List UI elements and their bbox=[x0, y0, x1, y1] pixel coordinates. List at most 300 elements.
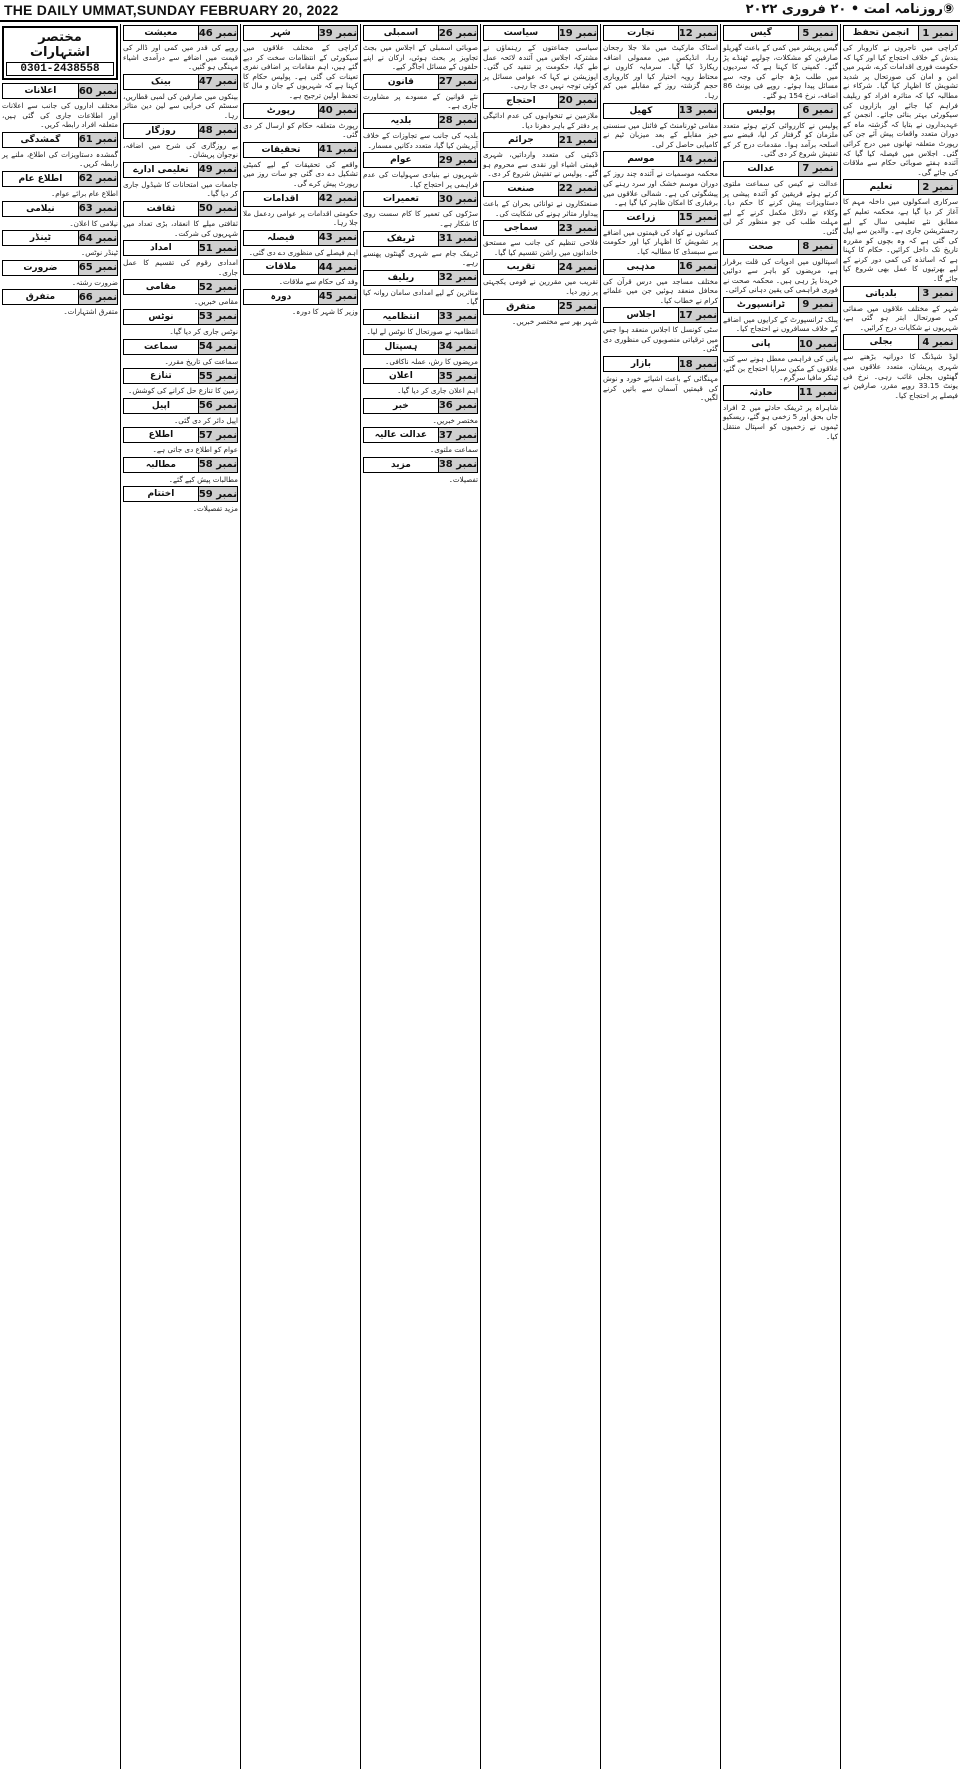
news-item-header bbox=[603, 25, 718, 41]
news-item bbox=[480, 220, 598, 257]
news-item-number: نمبر 42 bbox=[318, 193, 357, 205]
news-item-body: مختصر خبریں۔ bbox=[432, 415, 478, 425]
news-item-body: اسٹاک مارکیٹ میں ملا جلا رجحان رہا، انڈیکس میں معمولی اضافہ ریکارڈ کیا گیا۔ سرمایہ کاروں نے محتاط رویہ اختیار کیا اور کاروباری حجم گزشتہ روز کے مقابلے میں کم رہا۔ bbox=[600, 43, 718, 100]
masthead-english: THE DAILY UMMAT,SUNDAY FEBRUARY 20, 2022 bbox=[4, 2, 339, 18]
news-item bbox=[123, 427, 238, 455]
news-item-body: صنعتکاروں نے توانائی بحران کے باعث پیداوار متاثر ہونے کی شکایت کی۔ bbox=[480, 198, 598, 218]
news-item-number: نمبر 34 bbox=[438, 341, 477, 352]
news-item-title: احتجاج bbox=[506, 95, 536, 106]
news-item-header bbox=[483, 259, 598, 275]
column bbox=[240, 24, 360, 1769]
news-item-body: تفصیلات۔ bbox=[448, 474, 478, 484]
news-item bbox=[363, 368, 478, 396]
news-item-body: مقامی خبریں۔ bbox=[193, 297, 238, 307]
news-item-header bbox=[2, 289, 118, 305]
news-item-header bbox=[363, 339, 478, 355]
news-item-title: گیس bbox=[750, 28, 772, 38]
news-item-body: عوام کو اطلاع دی جاتی ہے۔ bbox=[152, 445, 238, 455]
news-item-title: انتظامیہ bbox=[382, 311, 420, 322]
news-item-body: صوبائی اسمبلی کے اجلاس میں بجٹ تجاویز پر بحث ہوئی، ارکان نے اپنے حلقوں کے مسائل اجاگر کیے۔ bbox=[360, 43, 478, 72]
news-item-number: نمبر 48 bbox=[198, 125, 237, 137]
masthead bbox=[0, 0, 960, 22]
news-item bbox=[360, 74, 478, 111]
news-item-body: شاہراہ پر ٹریفک حادثے میں 2 افراد جاں بحق اور 5 زخمی ہو گئے، ریسکیو ٹیموں نے زخمیوں کو اسپتال منتقل کیا۔ bbox=[720, 402, 838, 441]
column bbox=[360, 24, 480, 1769]
news-item bbox=[840, 25, 958, 177]
news-item-body: زمین کا تنازع حل کرانے کی کوشش۔ bbox=[128, 386, 238, 396]
news-item-body: مختلف مساجد میں درس قرآن کی محافل منعقد ہوئیں جن میں علمائے کرام نے خطاب کیا۔ bbox=[600, 276, 718, 305]
news-item-body: عدالت نے کیس کی سماعت ملتوی کرتے ہوئے فریقین کو آئندہ پیشی پر دستاویزات پیش کرنے کا حکم دیا۔ وکلاء نے دلائل مکمل کرنے کے لیے مہلت طلب کی جو منظور کر لی گئی۔ bbox=[720, 178, 838, 236]
news-item-body: شہر کے مختلف علاقوں میں صفائی کی صورتحال ابتر ہو گئی ہے، شہریوں نے شکایات درج کرائیں۔ bbox=[840, 303, 958, 332]
news-item bbox=[363, 457, 478, 485]
news-item bbox=[123, 309, 238, 337]
news-item bbox=[2, 171, 118, 199]
news-item-number: نمبر 57 bbox=[198, 429, 237, 441]
news-item-header bbox=[603, 356, 718, 372]
news-item bbox=[243, 259, 358, 287]
column bbox=[720, 24, 840, 1769]
news-item-number: نمبر 46 bbox=[198, 27, 237, 39]
news-item-body: ڈکیتی کی متعدد وارداتیں، شہری قیمتی اشیاء اور نقدی سے محروم ہو گئے۔ پولیس نے تفتیش شروع کر دی۔ bbox=[480, 150, 598, 179]
news-item-title: فیصلہ bbox=[267, 232, 295, 243]
news-item-number: نمبر 2 bbox=[918, 180, 957, 194]
news-item-number: نمبر 25 bbox=[558, 301, 597, 312]
news-item-number: نمبر 18 bbox=[678, 358, 717, 370]
news-item bbox=[363, 309, 478, 337]
news-item-header bbox=[603, 259, 718, 275]
news-item-title: تحقیقات bbox=[261, 144, 301, 155]
news-item-body: نئے قوانین کے مسودے پر مشاورت جاری ہے۔ bbox=[360, 91, 478, 111]
news-item-header bbox=[243, 103, 358, 119]
ad-title: مختصر اشتہارات bbox=[29, 30, 91, 60]
news-item-body: اپیل دائر کر دی گئی۔ bbox=[174, 415, 238, 425]
news-item-body: سماعت ملتوی۔ bbox=[430, 445, 478, 455]
news-item-number: نمبر 49 bbox=[198, 164, 237, 176]
news-item-header bbox=[123, 25, 238, 41]
news-item-body: اطلاع عام برائے عوام۔ bbox=[51, 188, 118, 198]
news-item-header bbox=[123, 240, 238, 256]
news-item-header bbox=[123, 74, 238, 90]
news-item bbox=[480, 181, 598, 218]
news-item-number: نمبر 36 bbox=[438, 400, 477, 412]
news-item-header bbox=[483, 132, 598, 148]
news-item-title: زراعت bbox=[626, 212, 656, 223]
news-item bbox=[720, 385, 838, 441]
news-item-title: امداد bbox=[150, 243, 172, 254]
news-item-header bbox=[723, 103, 838, 119]
news-item-number: نمبر 56 bbox=[198, 400, 237, 412]
news-item-number: نمبر 17 bbox=[678, 309, 717, 321]
news-item-header bbox=[603, 210, 718, 226]
news-item-body: ضرورت رشتہ۔ bbox=[71, 277, 118, 287]
news-item bbox=[2, 132, 118, 169]
news-item-header bbox=[123, 398, 238, 414]
column bbox=[600, 24, 720, 1769]
news-item-body: روپے کی قدر میں کمی اور ڈالر کی قیمت میں اضافے سے درآمدی اشیاء مہنگی ہو گئیں۔ bbox=[120, 43, 238, 72]
news-item-title: ٹینڈر bbox=[29, 233, 51, 244]
news-item bbox=[600, 25, 718, 101]
news-item-number: نمبر 19 bbox=[558, 27, 597, 39]
news-item-title: اجلاس bbox=[626, 310, 656, 321]
news-item-title: اقدامات bbox=[263, 193, 299, 204]
news-item bbox=[2, 289, 118, 317]
news-item bbox=[240, 103, 358, 140]
news-item-title: ٹریفک bbox=[386, 233, 415, 244]
news-item-number: نمبر 1 bbox=[918, 26, 957, 40]
news-item bbox=[120, 123, 238, 160]
news-item bbox=[483, 299, 598, 327]
news-item-header bbox=[123, 427, 238, 443]
news-item-header bbox=[123, 339, 238, 355]
news-item bbox=[600, 151, 718, 208]
news-item-number: نمبر 20 bbox=[558, 95, 597, 107]
news-item-title: نوٹس bbox=[148, 311, 174, 322]
news-item-body: بے روزگاری کی شرح میں اضافہ، نوجوان پریشان۔ bbox=[120, 140, 238, 160]
news-item-header bbox=[2, 132, 118, 148]
news-item-number: نمبر 28 bbox=[438, 115, 477, 127]
news-item-body: سماعت کی تاریخ مقرر۔ bbox=[164, 356, 238, 366]
news-item-header bbox=[483, 93, 598, 109]
news-item-body: گمشدہ دستاویزات کی اطلاع، ملنے پر رابطہ کریں۔ bbox=[2, 149, 118, 169]
news-item bbox=[840, 334, 958, 400]
news-item-body: رپورٹ متعلقہ حکام کو ارسال کر دی گئی۔ bbox=[240, 120, 358, 140]
news-item-number: نمبر 26 bbox=[438, 27, 477, 39]
news-item-body: اہم اعلان جاری کر دیا گیا۔ bbox=[397, 386, 478, 396]
news-item-title: ٹرانسپورٹ bbox=[736, 299, 786, 310]
news-item-number: نمبر 63 bbox=[78, 203, 117, 215]
news-item-number: نمبر 43 bbox=[318, 232, 357, 244]
news-item-title: صنعت bbox=[507, 183, 535, 194]
news-item bbox=[720, 239, 838, 295]
news-item-number: نمبر 27 bbox=[438, 76, 477, 88]
news-item bbox=[480, 132, 598, 179]
news-item bbox=[480, 25, 598, 91]
news-item bbox=[360, 113, 478, 150]
news-item-title: بجلی bbox=[869, 337, 893, 348]
news-item bbox=[2, 260, 118, 288]
news-item-body: ٹینڈر نوٹس۔ bbox=[81, 248, 118, 258]
news-item-number: نمبر 33 bbox=[438, 311, 477, 323]
news-item-header bbox=[2, 230, 118, 246]
news-item-number: نمبر 60 bbox=[78, 85, 117, 97]
classified-ad-box bbox=[2, 26, 118, 80]
news-item bbox=[120, 74, 238, 121]
news-item-number: نمبر 53 bbox=[198, 311, 237, 323]
news-item-title: تجارت bbox=[627, 28, 655, 38]
news-item-number: نمبر 15 bbox=[678, 212, 717, 224]
news-item-header bbox=[123, 123, 238, 139]
news-item-number: نمبر 29 bbox=[438, 154, 477, 166]
news-item-header bbox=[483, 299, 598, 315]
column bbox=[840, 24, 960, 1769]
news-item-title: نیلامی bbox=[26, 203, 55, 214]
news-item-number: نمبر 45 bbox=[318, 291, 357, 303]
news-item-body: پانی کی فراہمی معطل ہونے سے کئی علاقوں کے مکین سراپا احتجاج بن گئے، ٹینکر مافیا سرگرم۔ bbox=[720, 354, 838, 383]
news-item-title: متفرق bbox=[25, 292, 56, 303]
news-item-header bbox=[243, 142, 358, 158]
news-item bbox=[720, 161, 838, 237]
news-item-title: جرائم bbox=[508, 135, 534, 146]
news-item-body: پولیس نے کارروائی کرتے ہوئے متعدد ملزمان کو گرفتار کر لیا، قبضے سے اسلحہ برآمد ہوا۔ مقدمات درج کر کے تفتیش شروع کر دی گئی۔ bbox=[720, 120, 838, 159]
news-item-body: مریضوں کا رش، عملہ ناکافی۔ bbox=[385, 356, 478, 366]
news-item-title: مذہبی bbox=[626, 261, 656, 272]
news-item-number: نمبر 14 bbox=[678, 153, 717, 165]
news-item-title: شہر bbox=[271, 28, 291, 38]
news-item-title: حادثہ bbox=[749, 387, 773, 398]
news-item-title: اسمبلی bbox=[383, 28, 419, 38]
news-item-body: ثقافتی میلے کا انعقاد، بڑی تعداد میں شہریوں کی شرکت۔ bbox=[120, 218, 238, 238]
news-item-header bbox=[363, 113, 478, 129]
news-item-header bbox=[723, 161, 838, 177]
news-item bbox=[2, 83, 118, 130]
news-item-header bbox=[363, 457, 478, 473]
news-item-number: نمبر 44 bbox=[318, 261, 357, 273]
news-item-header bbox=[123, 457, 238, 473]
news-item-header bbox=[723, 239, 838, 255]
news-item-header bbox=[363, 25, 478, 41]
news-item bbox=[243, 289, 358, 317]
news-item-number: نمبر 50 bbox=[198, 203, 237, 215]
news-item-title: تنازع bbox=[150, 371, 172, 382]
news-item bbox=[600, 210, 718, 257]
column bbox=[0, 24, 120, 1769]
news-item bbox=[600, 259, 718, 306]
news-item-number: نمبر 35 bbox=[438, 370, 477, 382]
news-item-number: نمبر 13 bbox=[678, 105, 717, 117]
news-item bbox=[360, 231, 478, 268]
news-item-title: تعلیمی ادارے bbox=[133, 164, 189, 175]
news-item-number: نمبر 11 bbox=[798, 387, 837, 399]
news-item-number: نمبر 37 bbox=[438, 429, 477, 441]
news-item-body: نوٹس جاری کر دیا گیا۔ bbox=[169, 326, 238, 336]
news-item bbox=[720, 25, 838, 101]
news-item-header bbox=[2, 260, 118, 276]
news-item bbox=[363, 398, 478, 426]
news-item-header bbox=[123, 201, 238, 217]
news-item-body: شہریوں نے بنیادی سہولیات کی عدم فراہمی پر احتجاج کیا۔ bbox=[360, 170, 478, 189]
ad-phone: 0301-2438558 bbox=[6, 62, 114, 76]
news-item bbox=[360, 152, 478, 189]
news-item-title: تعمیرات bbox=[382, 194, 419, 205]
news-item-number: نمبر 38 bbox=[438, 459, 477, 471]
news-item bbox=[363, 339, 478, 367]
news-item-title: صحت bbox=[748, 241, 774, 252]
news-item-header bbox=[363, 191, 478, 207]
news-item-body: امدادی رقوم کی تقسیم کا عمل جاری۔ bbox=[120, 258, 238, 277]
news-item-header bbox=[363, 427, 478, 443]
news-item bbox=[123, 486, 238, 514]
news-item-number: نمبر 61 bbox=[78, 134, 117, 146]
news-item-number: نمبر 22 bbox=[558, 183, 597, 195]
news-item-body: اسپتالوں میں ادویات کی قلت برقرار ہے، مریضوں کو باہر سے دوائیں خریدنا پڑ رہی ہیں۔ محکمہ صحت نے فوری فراہمی کی یقین دہانی کرائی۔ bbox=[720, 256, 838, 295]
news-item-number: نمبر 64 bbox=[78, 232, 117, 244]
news-item-number: نمبر 4 bbox=[918, 335, 957, 349]
news-item-title: رپورٹ bbox=[266, 105, 296, 116]
news-item-title: ریلیف bbox=[387, 272, 415, 283]
news-item-header bbox=[483, 181, 598, 197]
news-item bbox=[120, 201, 238, 238]
news-item-number: نمبر 23 bbox=[558, 222, 597, 234]
news-item-body: سٹی کونسل کا اجلاس منعقد ہوا جس میں ترقیاتی منصوبوں کی منظوری دی گئی۔ bbox=[600, 325, 718, 354]
news-item-body: سیاسی جماعتوں کے رہنماؤں نے مشترکہ اجلاس میں آئندہ لائحہ عمل طے کیا، حکومت پر تنقید کی گئی۔ اپوزیشن نے کہا کہ عوامی مسائل پر کوئی توجہ نہیں دی جا رہی۔ bbox=[480, 43, 598, 91]
news-item-header bbox=[483, 220, 598, 236]
news-item-header bbox=[843, 286, 958, 302]
news-item-header bbox=[843, 25, 958, 41]
news-item-body: وزیر کا شہر کا دورہ۔ bbox=[291, 306, 358, 316]
news-item-number: نمبر 59 bbox=[198, 488, 237, 500]
news-item-title: دورہ bbox=[270, 291, 292, 302]
news-item bbox=[123, 457, 238, 485]
news-item-header bbox=[243, 191, 358, 207]
news-item-header bbox=[243, 259, 358, 275]
news-item-title: عدالت bbox=[747, 163, 775, 174]
news-item bbox=[360, 270, 478, 307]
news-item-body: جامعات میں امتحانات کا شیڈول جاری کر دیا گیا۔ bbox=[120, 179, 238, 199]
news-item-body: ٹریفک جام سے شہری گھنٹوں پھنسے رہے۔ bbox=[360, 248, 478, 268]
news-item-title: بلدیہ bbox=[390, 115, 412, 126]
news-item-body: ملازمین نے تنخواہوں کی عدم ادائیگی پر دفتر کے باہر دھرنا دیا۔ bbox=[480, 110, 598, 130]
masthead-urdu: ⑨روزنامہ امت • ۲۰ فروری ۲۰۲۲ bbox=[745, 2, 954, 17]
news-item-body: پبلک ٹرانسپورٹ کے کرایوں میں اضافے کے خلاف مسافروں نے احتجاج کیا۔ bbox=[720, 314, 838, 334]
news-item-header bbox=[603, 307, 718, 323]
news-item-title: اطلاع عام bbox=[18, 173, 63, 184]
news-item-title: مقامی bbox=[145, 282, 176, 293]
news-item-title: بلدیاتی bbox=[865, 288, 897, 299]
news-item bbox=[240, 191, 358, 228]
news-item-header bbox=[363, 74, 478, 90]
news-item bbox=[240, 25, 358, 101]
news-item-header bbox=[843, 179, 958, 195]
news-item-title: بازار bbox=[630, 359, 652, 370]
news-item-body: کسانوں نے کھاد کی قیمتوں میں اضافے پر تشویش کا اظہار کیا اور حکومت سے سبسڈی کا مطالبہ کیا۔ bbox=[600, 227, 718, 256]
news-item-number: نمبر 30 bbox=[438, 193, 477, 205]
news-item-title: عدالت عالیہ bbox=[374, 430, 428, 441]
news-item-title: مزید bbox=[391, 459, 411, 470]
news-item-body: انتظامیہ نے صورتحال کا نوٹس لے لیا۔ bbox=[366, 326, 478, 336]
news-item bbox=[720, 103, 838, 159]
news-item-title: معیشت bbox=[144, 28, 178, 38]
news-item-title: بینک bbox=[150, 76, 171, 87]
news-item-header bbox=[363, 270, 478, 286]
news-item-body: وفد کی حکام سے ملاقات۔ bbox=[278, 277, 358, 287]
news-item-header bbox=[363, 398, 478, 414]
news-item-body: اہم فیصلے کی منظوری دے دی گئی۔ bbox=[248, 247, 358, 257]
news-item-header bbox=[363, 152, 478, 168]
news-item-body: حکومتی اقدامات پر عوامی ردعمل ملا جلا رہا۔ bbox=[240, 208, 358, 228]
news-item-title: سماعت bbox=[143, 341, 178, 352]
news-item bbox=[360, 191, 478, 228]
news-item-title: سیاست bbox=[503, 28, 539, 38]
news-item-body: تقریب میں مقررین نے قومی یکجہتی پر زور دیا۔ bbox=[480, 277, 598, 296]
news-item bbox=[720, 336, 838, 383]
news-item bbox=[123, 398, 238, 426]
news-item-body: نیلامی کا اعلان۔ bbox=[69, 218, 118, 228]
news-item-header bbox=[723, 336, 838, 352]
news-item-header bbox=[243, 230, 358, 246]
news-item-number: نمبر 47 bbox=[198, 76, 237, 88]
news-item-number: نمبر 12 bbox=[678, 27, 717, 39]
news-item-title: اطلاع bbox=[148, 430, 174, 441]
news-item-title: پولیس bbox=[746, 105, 776, 116]
news-item-number: نمبر 7 bbox=[798, 162, 837, 176]
news-item-body: سڑکوں کی تعمیر کا کام سست روی کا شکار ہے۔ bbox=[360, 209, 478, 228]
news-item-body: مختلف اداروں کی جانب سے اعلانات اور اطلاعات جاری کی گئی ہیں، متعلقہ افراد رابطہ کریں۔ bbox=[2, 101, 118, 130]
news-item-title: سماجی bbox=[503, 223, 538, 234]
news-item-header bbox=[723, 25, 838, 41]
news-item bbox=[123, 279, 238, 307]
news-item-header bbox=[123, 279, 238, 295]
column bbox=[480, 24, 600, 1769]
news-item-body: کراچی کے مختلف علاقوں میں سیکورٹی کے انتظامات سخت کر دیے گئے ہیں، اہم مقامات پر اضافی نفری تعینات کی گئی ہے۔ پولیس حکام کا کہنا ہے کہ شہریوں کے جان و مال کا تحفظ اولین ترجیح ہے۔ bbox=[240, 43, 358, 100]
news-item-body: سرکاری اسکولوں میں داخلہ مہم کا آغاز کر دیا گیا ہے، محکمہ تعلیم کے مطابق نئے تعلیمی سال کے لیے رجسٹریشن جاری ہے۔ والدین سے اپیل کی گئی ہے کہ وہ بچوں کو مقررہ تاریخ تک داخل کرائیں۔ حکام کا کہنا ہے کہ اساتذہ کی کمی دور کرنے کے لیے بھرتیوں کا عمل بھی شروع کیا جائے گا۔ bbox=[840, 197, 958, 284]
news-item-title: متفرق bbox=[506, 301, 536, 312]
news-item-header bbox=[2, 83, 118, 99]
news-item-header bbox=[603, 103, 718, 119]
news-item bbox=[600, 103, 718, 150]
news-item-header bbox=[843, 334, 958, 350]
news-item-number: نمبر 58 bbox=[198, 459, 237, 471]
news-item-title: اعلان bbox=[389, 371, 413, 382]
news-item-number: نمبر 5 bbox=[798, 26, 837, 40]
news-item-number: نمبر 31 bbox=[438, 233, 477, 245]
news-item-title: اختتام bbox=[147, 489, 175, 500]
news-item-body: متاثرین کے لیے امدادی سامان روانہ کیا گیا۔ bbox=[360, 287, 478, 307]
news-item-body: گیس پریشر میں کمی کے باعث گھریلو صارفین کو مشکلات، چولہے ٹھنڈے پڑ گئے۔ کمپنی کا کہنا ہے کہ سردیوں میں طلب بڑھ جانے کی وجہ سے مسائل پیدا ہوئے۔ روپے فی یونٹ 86 اضافہ، نرخ 154 ہو گئے۔ bbox=[720, 43, 838, 100]
news-item-body: بلدیہ کی جانب سے تجاوزات کے خلاف آپریشن کیا گیا، متعدد دکانیں مسمار۔ bbox=[360, 130, 478, 150]
news-item-number: نمبر 65 bbox=[78, 262, 117, 274]
news-item-body: فلاحی تنظیم کی جانب سے مستحق خاندانوں میں راشن تقسیم کیا گیا۔ bbox=[480, 238, 598, 257]
news-item bbox=[120, 240, 238, 277]
news-item-body: لوڈ شیڈنگ کا دورانیہ بڑھنے سے شہری پریشان، متعدد علاقوں میں گھنٹوں بجلی غائب رہی۔ نرخ فی یونٹ 33.15 روپے مقرر، صارفین نے فیصلے پر احتجاج کیا۔ bbox=[840, 352, 958, 400]
news-item-number: نمبر 52 bbox=[198, 281, 237, 293]
news-item-header bbox=[483, 25, 598, 41]
news-item-number: نمبر 54 bbox=[198, 341, 237, 352]
news-item-number: نمبر 6 bbox=[798, 104, 837, 118]
news-item-title: انجمن تحفظ bbox=[852, 28, 910, 38]
news-item-title: ضرورت bbox=[23, 262, 58, 273]
news-item-body: محکمہ موسمیات نے آئندہ چند روز کے دوران موسم خشک اور سرد رہنے کی پیشگوئی کی ہے۔ شمالی علاقوں میں برفباری کا امکان ظاہر کیا گیا ہے۔ bbox=[600, 169, 718, 208]
news-item bbox=[480, 93, 598, 130]
news-item-number: نمبر 40 bbox=[318, 105, 357, 117]
news-item-title: ملاقات bbox=[265, 262, 297, 273]
news-item bbox=[120, 162, 238, 199]
news-item bbox=[2, 230, 118, 258]
news-item-header bbox=[723, 297, 838, 313]
news-item-number: نمبر 62 bbox=[78, 173, 117, 185]
news-item bbox=[600, 356, 718, 403]
news-item bbox=[600, 307, 718, 354]
news-item-number: نمبر 21 bbox=[558, 134, 597, 146]
news-item-title: تقریب bbox=[506, 262, 536, 273]
news-item-title: روزگار bbox=[146, 125, 176, 136]
news-item-header bbox=[243, 289, 358, 305]
news-item-header bbox=[363, 368, 478, 384]
news-item-header bbox=[723, 385, 838, 401]
news-item-title: عوام bbox=[390, 155, 412, 166]
news-item bbox=[840, 179, 958, 284]
news-item-number: نمبر 39 bbox=[318, 27, 357, 39]
news-item-number: نمبر 32 bbox=[438, 272, 477, 284]
news-item-title: اپیل bbox=[151, 400, 170, 411]
news-item-title: خبر bbox=[393, 400, 409, 411]
news-item bbox=[363, 427, 478, 455]
news-item-number: نمبر 3 bbox=[918, 287, 957, 301]
news-item bbox=[2, 201, 118, 229]
news-item bbox=[840, 286, 958, 333]
news-item-body: مطالبات پیش کیے گئے۔ bbox=[168, 474, 238, 484]
news-item bbox=[120, 25, 238, 72]
news-item-body: شہر بھر سے مختصر خبریں۔ bbox=[512, 316, 598, 326]
